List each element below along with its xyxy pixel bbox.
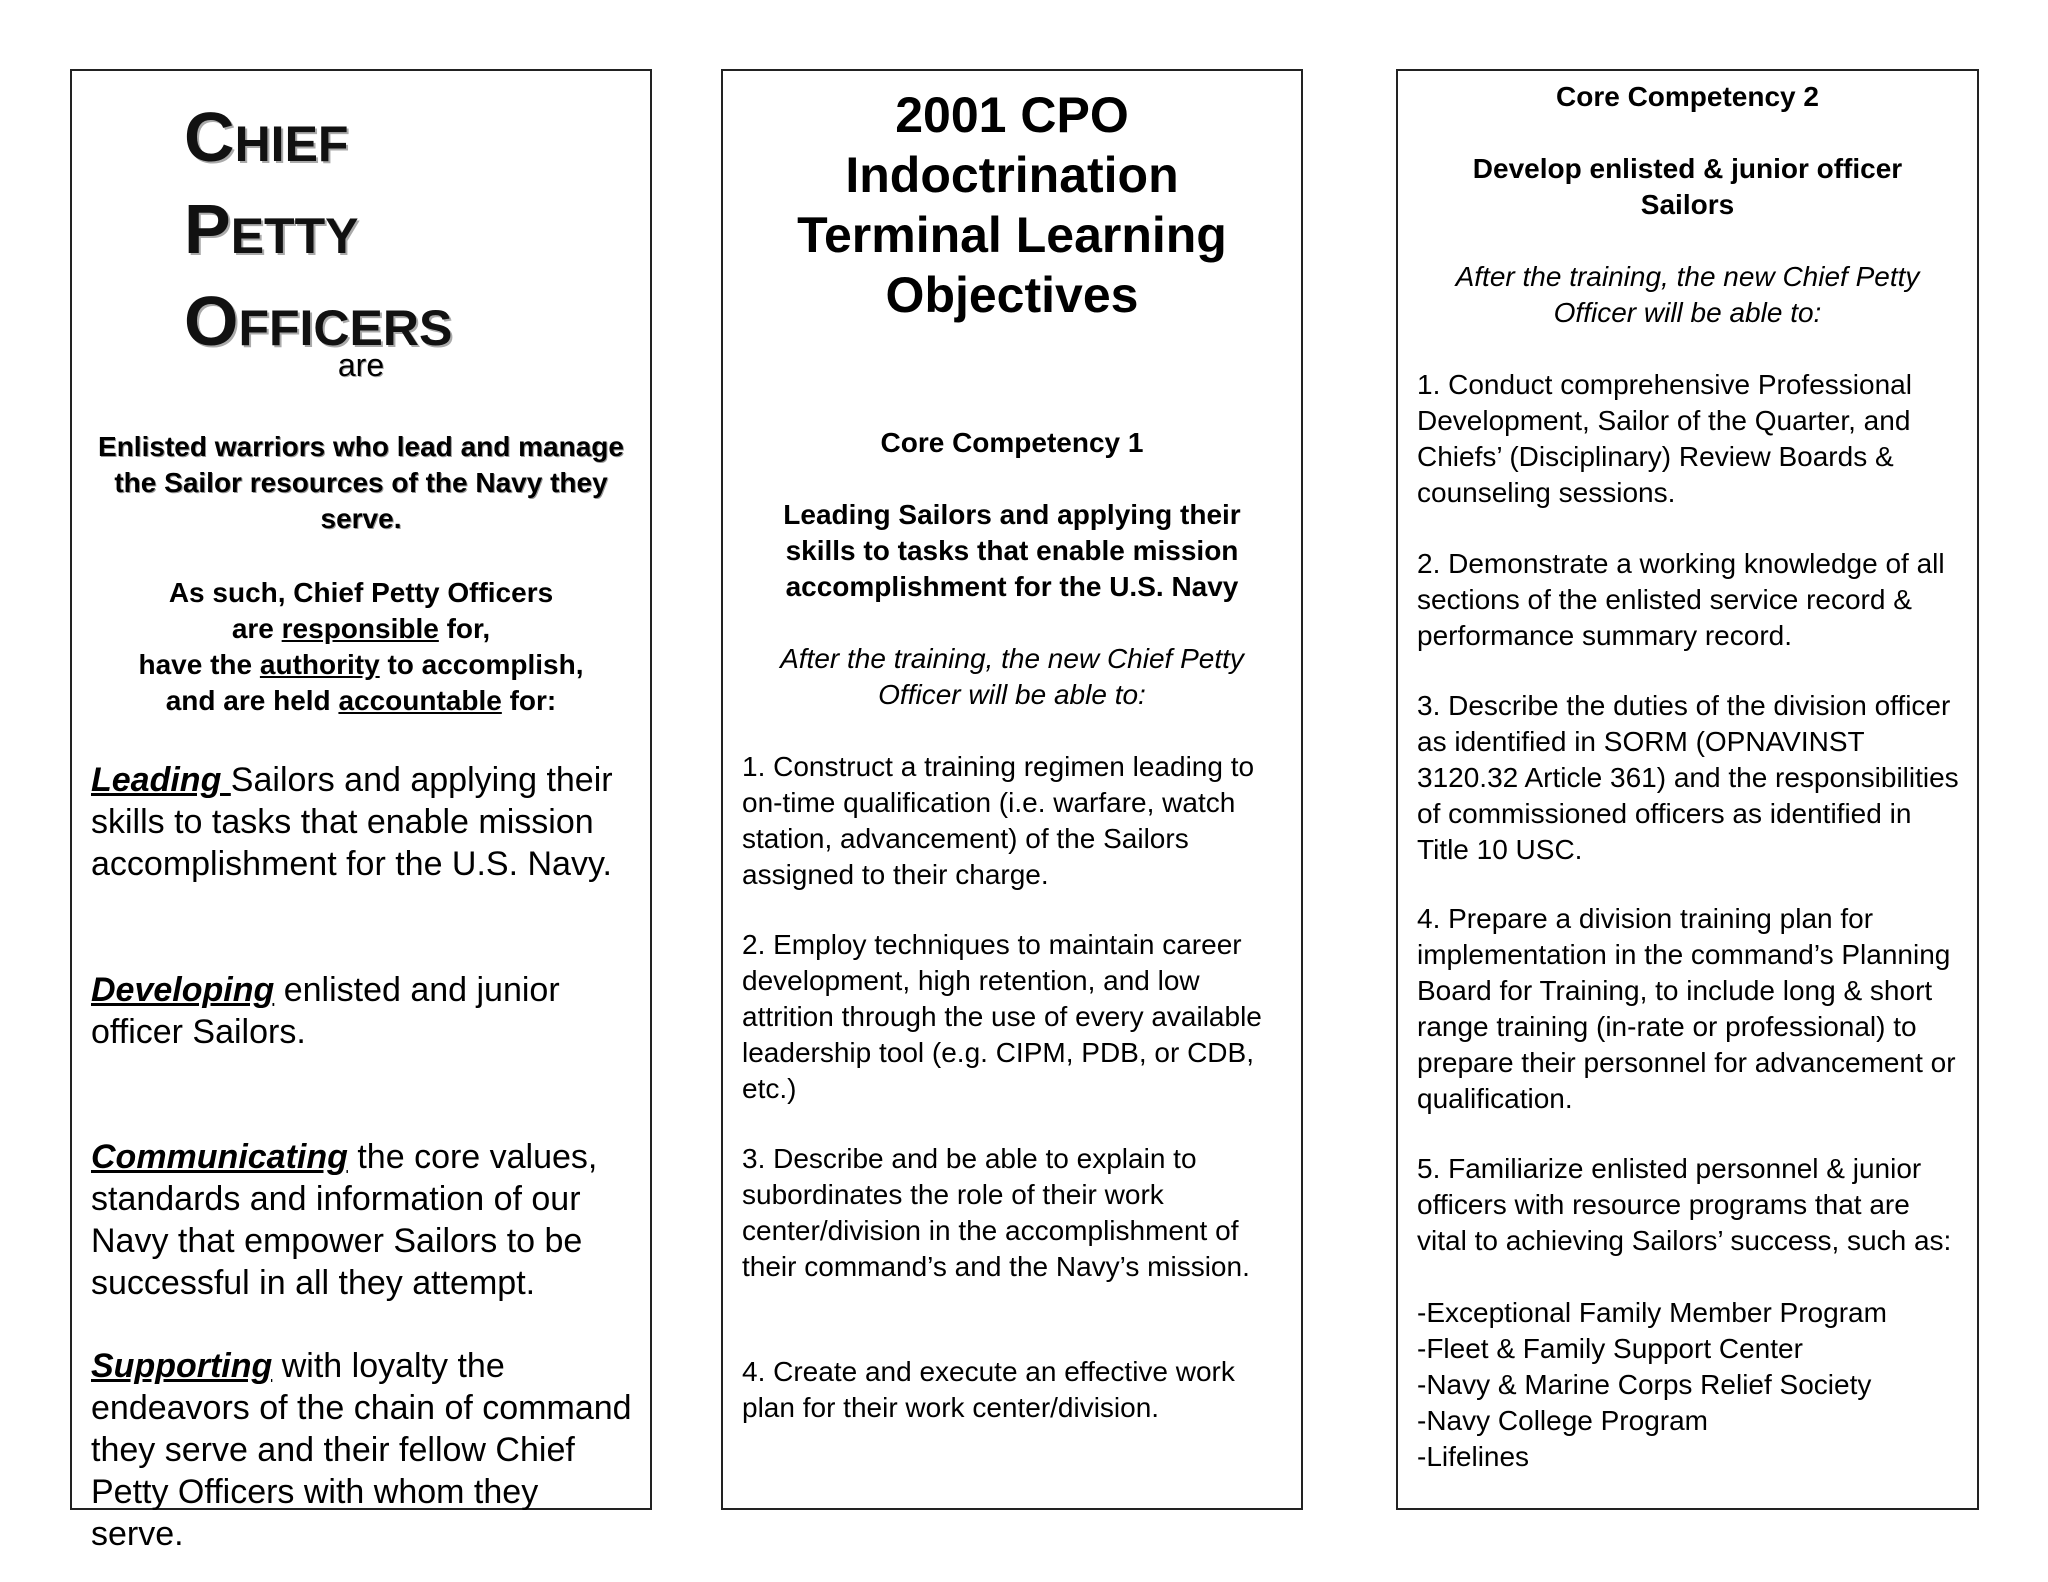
objective-item: 3. Describe and be able to explain to subordinates the role of their work center/division in the accomplishment of their command’s and the Navy’s mission. [742,1143,1250,1282]
role-supporting: Supporting with loyalty the endeavors of the chain of command they serve and their fellow Chief Petty Officers with whom they serve. [91,1347,632,1553]
objective-item: 3. Describe the duties of the division officer as identified in SORM (OPNAVINST 3120.32 Article 361) and the responsibilities of commissioned officers as identified in Title 10 USC. [1417,690,1959,865]
list-item: -Navy & Marine Corps Relief Society [1417,1369,1872,1400]
panel-cpo-definition [70,69,652,1553]
list-item: -Fleet & Family Support Center [1417,1333,1803,1364]
objective-item: 4. Prepare a division training plan for implementation in the command’s Planning Board for Training, to include long & short range training (in-rate or professional) to prepare their personnel for advancement or qualification. [1417,903,1956,1114]
training-intro: After the training, the new Chief Petty Officer will be able to: [1455,261,1920,328]
title-line-petty: PETTY [184,190,359,268]
cpo-title [184,91,452,367]
core-competency-1-heading: Core Competency 1 [880,427,1144,458]
objective-item: 2. Employ techniques to maintain career development, high retention, and low attrition through the use of every available leadership tool (e.g. CIPM, PDB, or CDB, etc.) [742,929,1262,1104]
title-line-chief: CHIEF [184,98,349,176]
core-competency-2-text: Develop enlisted & junior officer Sailors [1472,153,1903,220]
resource-program-list [1417,1295,1963,1475]
core-competency-1-text: Leading Sailors and applying their skills to tasks that enable mission accomplishment for the U.S. Navy [783,499,1241,602]
role-communicating: Communicating the core values, standards and information of our Navy that empower Sailors to be successful in all they attempt. [91,1138,598,1302]
core-competency-2-heading: Core Competency 2 [1556,81,1819,112]
panel-core-competency-1 [721,69,1303,1510]
title-line-officers: OFFICERS [184,282,453,360]
role-developing: Developing enlisted and junior officer Sailors. [91,971,560,1051]
objective-item: 4. Create and execute an effective work plan for their work center/division. [742,1356,1235,1423]
are-text: are [337,347,385,383]
list-item: -Exceptional Family Member Program [1417,1297,1887,1328]
objective-item: 1. Conduct comprehensive Professional Development, Sailor of the Quarter, and Chiefs’ (Disciplinary) Review Boards & counseling sessions. [1417,369,1912,508]
training-intro: After the training, the new Chief Petty Officer will be able to: [780,643,1244,710]
objective-item: 5. Familiarize enlisted personnel & junior officers with resource programs that are vital to achieving Sailors’ success, such as: [1417,1153,1952,1256]
as-such-block: As such, Chief Petty Officers are responsible for, have the authority to accomplish, and are held accountable for: [138,577,584,716]
objective-item: 2. Demonstrate a working knowledge of all sections of the enlisted service record & performance summary record. [1417,548,1945,651]
tlo-title: 2001 CPO Indoctrination Terminal Learning Objectives [797,87,1227,323]
objective-item: 1. Construct a training regimen leading to on-time qualification (i.e. warfare, watch station, advancement) of the Sailors assigned to their charge. [742,751,1255,890]
list-item: -Navy College Program [1417,1405,1708,1436]
cpo-definition-text: Enlisted warriors who lead and manage the Sailor resources of the Navy they serve. [98,431,624,534]
panel-core-competency-2 [1396,69,1979,1510]
role-leading: Leading Sailors and applying their skills to tasks that enable mission accomplishment for the U.S. Navy. [91,761,613,883]
list-item: -Lifelines [1417,1441,1530,1472]
